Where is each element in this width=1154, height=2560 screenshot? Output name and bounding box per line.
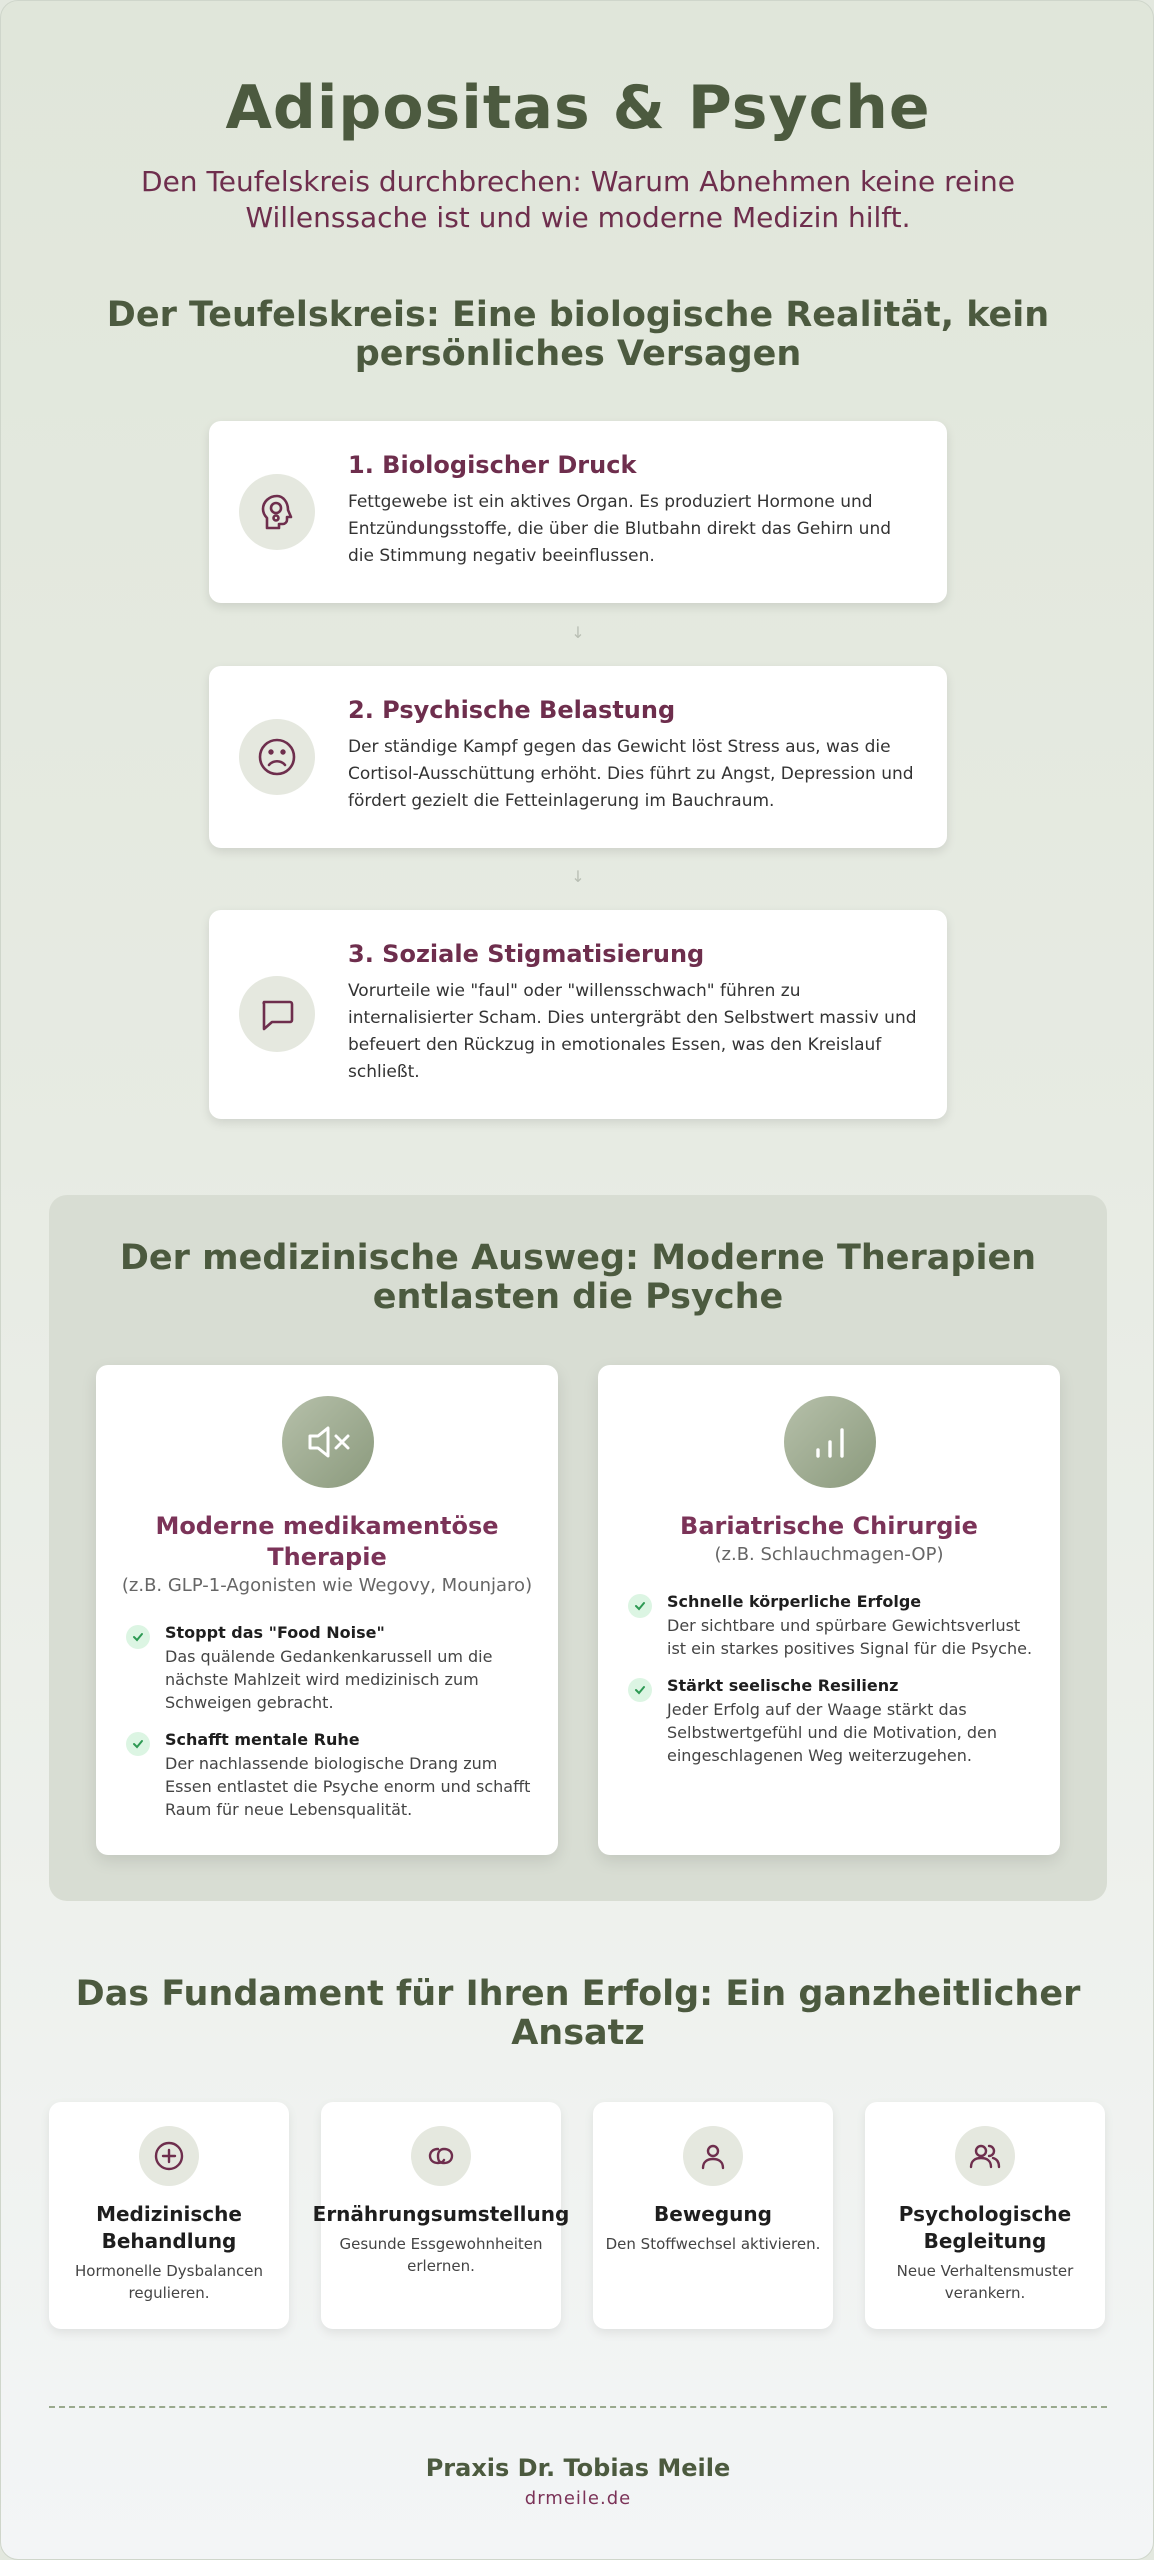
foundation-card-title: Ernährungsumstellung (312, 2202, 570, 2226)
foundation-card-text: Gesunde Essgewohnheiten erlernen. (339, 2235, 543, 2275)
check-icon (126, 1625, 150, 1649)
therapy-card-medication (96, 1365, 558, 1855)
cycle-item-text: Der ständige Kampf gegen das Gewicht löst Stress aus, was die Cortisol-Ausschüttung erhöht. Dies führt zu Angst, Depression und fördert gezielt die Fetteinlagerung im Bauchraum. (348, 737, 914, 811)
nutrition-icon (411, 2126, 471, 2186)
cycle-item-title: 3. Soziale Stigmatisierung (348, 940, 705, 968)
therapy-section-title: Der medizinische Ausweg: Moderne Therapien entlasten die Psyche (119, 1238, 1037, 1317)
bullet-title: Schafft mentale Ruhe (165, 1730, 360, 1749)
foundation-card-text: Den Stoffwechsel aktivieren. (605, 2235, 821, 2253)
check-icon (126, 1732, 150, 1756)
therapy-card-title: Bariatrische Chirurgie (680, 1512, 978, 1540)
mute-speaker-icon (282, 1396, 374, 1488)
page-subtitle: Den Teufelskreis durchbrechen: Warum Abnehmen keine reine Willenssache ist und wie moderne Medizin hilft. (141, 165, 1015, 234)
bar-chart-icon (784, 1396, 876, 1488)
people-icon (955, 2126, 1015, 2186)
brain-icon (239, 474, 315, 550)
foundation-card-exercise (593, 2102, 833, 2329)
foundation-card-psychology (865, 2102, 1105, 2329)
cycle-item-title: 2. Psychische Belastung (348, 696, 676, 724)
foundation-card-text: Hormonelle Dysbalancen regulieren. (74, 2262, 264, 2302)
therapy-card-subtitle: (z.B. Schlauchmagen-OP) (714, 1544, 944, 1565)
footer-website-link[interactable]: drmeile.de (524, 2488, 632, 2509)
bullet-title: Stoppt das "Food Noise" (165, 1623, 385, 1642)
cycle-item-title: 1. Biologischer Druck (348, 451, 637, 479)
foundation-card-title: Bewegung (654, 2202, 772, 2226)
foundation-card-title: Medizinische Behandlung (96, 2202, 242, 2253)
speech-bubble-icon (239, 976, 315, 1052)
person-icon (683, 2126, 743, 2186)
bullet-text: Der sichtbare und spürbare Gewichtsverlust ist ein starkes positives Signal für die Psyche. (667, 1616, 1033, 1658)
footer-divider (49, 2406, 1107, 2408)
page-title: Adipositas & Psyche (225, 73, 931, 143)
plus-circle-icon (139, 2126, 199, 2186)
footer-practice-name: Praxis Dr. Tobias Meile (425, 2454, 731, 2482)
bullet-title: Stärkt seelische Resilienz (667, 1676, 899, 1695)
bullet-text: Jeder Erfolg auf der Waage stärkt das Selbstwertgefühl und die Motivation, den eingeschlagenen Weg weiterzugehen. (667, 1700, 998, 1765)
foundation-card-title: Psychologische Begleitung (898, 2202, 1072, 2253)
therapy-card-title: Moderne medikamentöse Therapie (155, 1512, 499, 1571)
sad-face-icon (239, 719, 315, 795)
cycle-item-text: Fettgewebe ist ein aktives Organ. Es produziert Hormone und Entzündungsstoffe, die über die Blutbahn direkt das Gehirn und die Stimmung negativ beeinflussen. (348, 492, 892, 566)
foundation-card-nutrition (312, 2102, 570, 2329)
foundation-card-medical (49, 2102, 289, 2329)
foundation-section-title: Das Fundament für Ihren Erfolg: Ein ganzheitlicher Ansatz (75, 1974, 1081, 2053)
cycle-section-title: Der Teufelskreis: Eine biologische Realität, kein persönliches Versagen (106, 295, 1050, 374)
cycle-card-psychological (209, 666, 947, 848)
bullet-title: Schnelle körperliche Erfolge (667, 1592, 922, 1611)
check-icon (628, 1678, 652, 1702)
foundation-card-text: Neue Verhaltensmuster verankern. (896, 2262, 1074, 2302)
therapy-card-subtitle: (z.B. GLP-1-Agonisten wie Wegovy, Mounjaro) (121, 1575, 533, 1596)
cycle-card-social (209, 910, 947, 1119)
down-arrow-icon: ↓ (571, 867, 585, 886)
down-arrow-icon: ↓ (571, 623, 585, 642)
bullet-text: Der nachlassende biologische Drang zum Essen entlastet die Psyche enorm und schafft Raum für neue Lebensqualität. (165, 1754, 531, 1819)
therapy-card-surgery (598, 1365, 1060, 1855)
bullet-text: Das quälende Gedankenkarussell um die nächste Mahlzeit wird medizinisch zum Schweigen gebracht. (165, 1647, 493, 1712)
cycle-card-biological (209, 421, 947, 603)
check-icon (628, 1594, 652, 1618)
cycle-item-text: Vorurteile wie "faul" oder "willensschwach" führen zu internalisierter Scham. Dies untergräbt den Selbstwert massiv und befeuert den Rückzug in emotionales Essen, was den Kreislauf schließt. (348, 981, 917, 1082)
